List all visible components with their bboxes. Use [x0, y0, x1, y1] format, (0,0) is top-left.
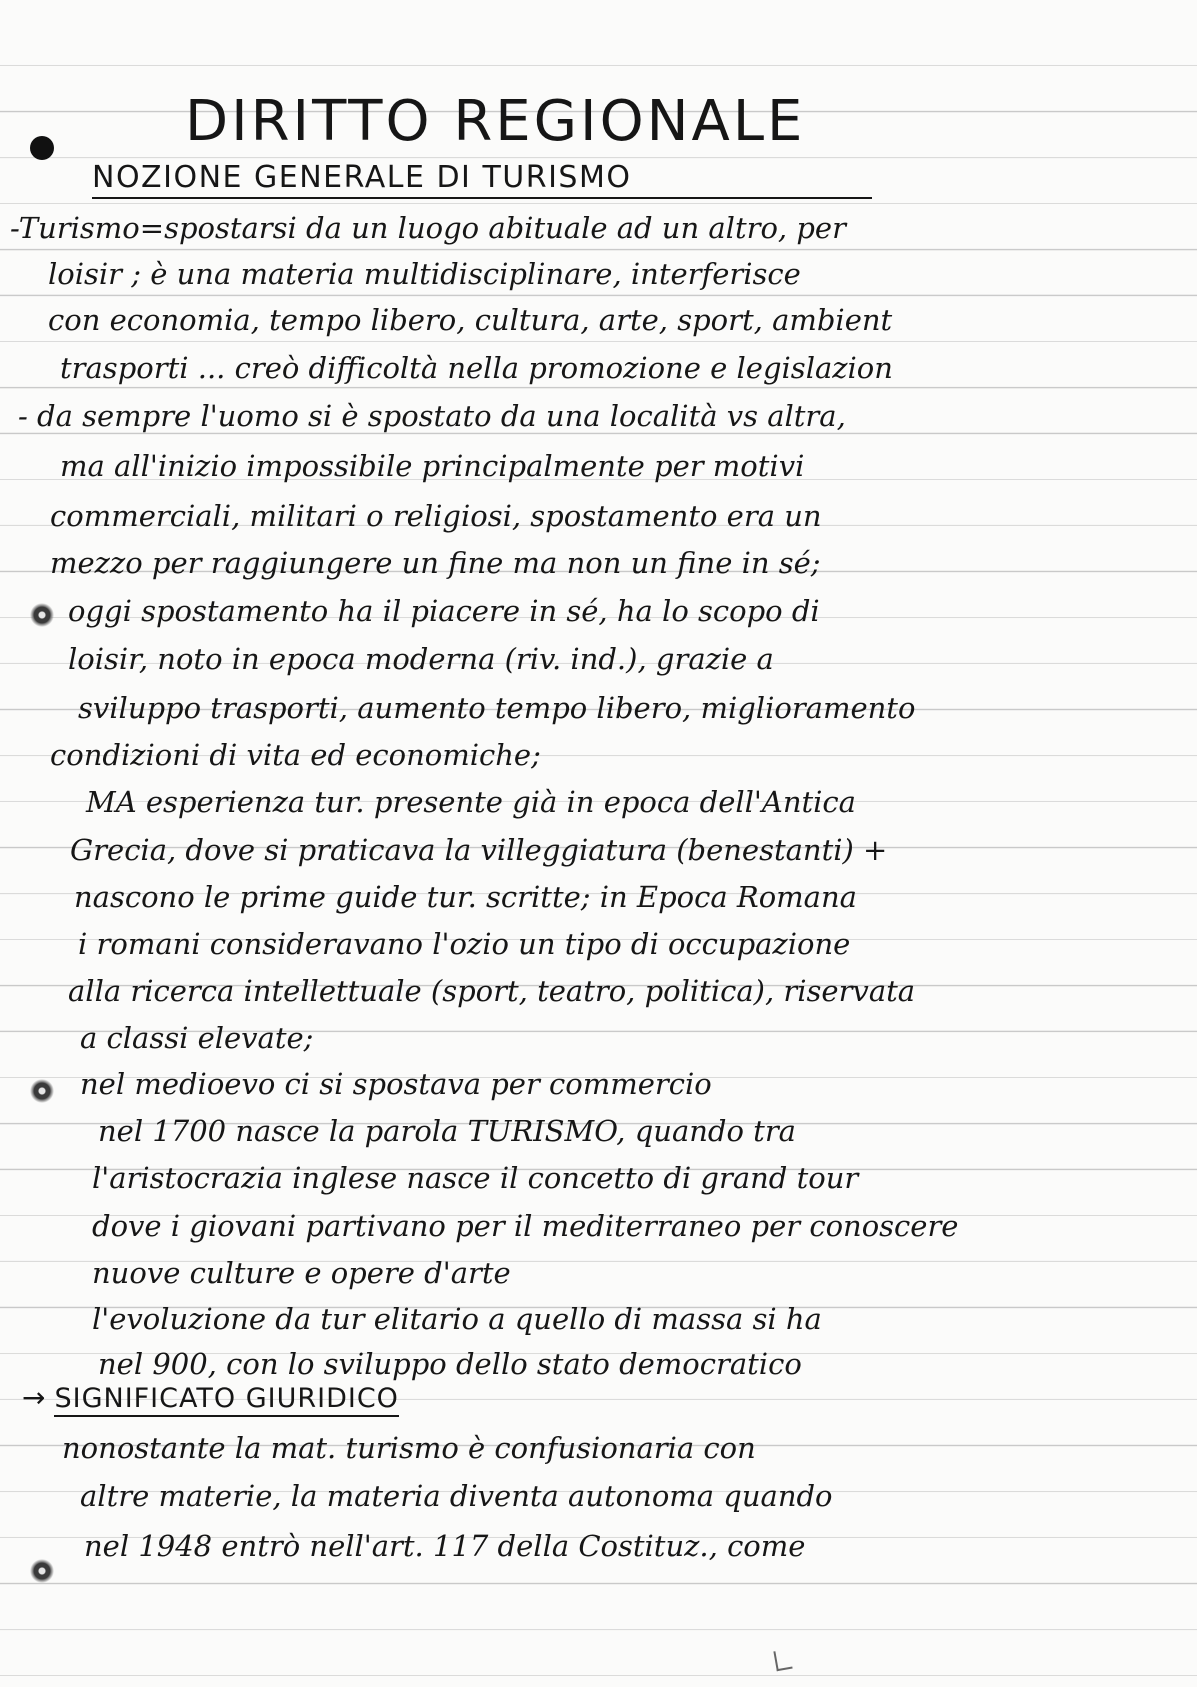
binder-hole-icon [30, 136, 54, 160]
pen-mark [773, 1649, 792, 1671]
text-line: condizioni di vita ed economiche; [50, 738, 541, 772]
text-line: loisir, noto in epoca moderna (riv. ind.), grazie a [68, 642, 774, 676]
page-title: DIRITTO REGIONALE [185, 89, 806, 154]
text-line: - da sempre l'uomo si è spostato da una località vs altra, [18, 399, 846, 433]
text-line: nonostante la mat. turismo è confusionaria con [62, 1431, 756, 1465]
text-line: nel 900, con lo sviluppo dello stato democratico [98, 1347, 802, 1381]
text-line: alla ricerca intellettuale (sport, teatro, politica), riservata [68, 974, 916, 1008]
section-heading [22, 1381, 399, 1414]
text-line: nuove culture e opere d'arte [92, 1256, 511, 1290]
text-line: l'evoluzione da tur elitario a quello di massa si ha [92, 1302, 822, 1336]
text-line: trasporti ... creò difficoltà nella promozione e legislazion [60, 351, 893, 385]
binder-hole-icon [30, 1079, 54, 1103]
binder-hole-icon [30, 603, 54, 627]
binder-hole-icon [30, 1559, 54, 1583]
section-heading-label: SIGNIFICATO GIURIDICO [54, 1383, 398, 1417]
text-line: nascono le prime guide tur. scritte; in Epoca Romana [74, 880, 857, 914]
text-line: oggi spostamento ha il piacere in sé, ha lo scopo di [68, 594, 820, 628]
text-line: i romani consideravano l'ozio un tipo di occupazione [78, 927, 851, 961]
text-line: -Turismo=spostarsi da un luogo abituale ad un altro, per [10, 211, 846, 245]
page-subtitle: NOZIONE GENERALE DI TURISMO [92, 160, 872, 199]
text-line: ma all'inizio impossibile principalmente per motivi [60, 449, 805, 483]
text-line: l'aristocrazia inglese nasce il concetto di grand tour [92, 1161, 859, 1195]
text-line: MA esperienza tur. presente già in epoca dell'Antica [86, 785, 856, 819]
text-line: con economia, tempo libero, cultura, arte, sport, ambient [48, 303, 893, 337]
text-line: Grecia, dove si praticava la villeggiatura (benestanti) + [70, 833, 888, 867]
text-line: nel 1948 entrò nell'art. 117 della Costituz., come [84, 1529, 806, 1563]
text-line: nel 1700 nasce la parola TURISMO, quando tra [98, 1114, 796, 1148]
text-line: loisir ; è una materia multidisciplinare, interferisce [48, 257, 801, 291]
text-line: nel medioevo ci si spostava per commercio [80, 1067, 712, 1101]
arrow-right-icon: → [22, 1381, 47, 1414]
text-line: a classi elevate; [80, 1021, 314, 1055]
text-line: commerciali, militari o religiosi, spostamento era un [50, 499, 822, 533]
text-line: mezzo per raggiungere un fine ma non un fine in sé; [50, 546, 821, 580]
text-line: altre materie, la materia diventa autonoma quando [80, 1479, 833, 1513]
text-line: sviluppo trasporti, aumento tempo libero, miglioramento [78, 691, 916, 725]
text-line: dove i giovani partivano per il mediterraneo per conoscere [92, 1209, 959, 1243]
